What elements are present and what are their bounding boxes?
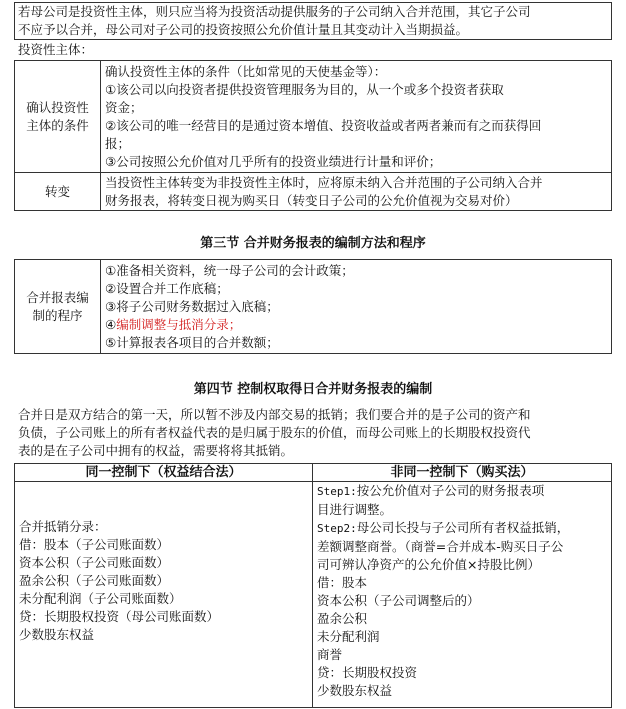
procedure-steps-cell [101, 260, 612, 354]
step1-line-2: 目进行调整。 [317, 502, 393, 517]
entry-line: 盈余公积（子公司账面数） [19, 573, 170, 588]
table-row [15, 260, 612, 354]
conditions-line: 资金； [105, 99, 143, 115]
intro-paragraph-box [14, 2, 612, 40]
step1-text: 按公允价值对子公司的财务报表项 [356, 483, 545, 498]
entry-line: 少数股东权益 [317, 683, 393, 698]
table-row [15, 173, 612, 211]
conditions-line: 确认投资性主体的条件（比如常见的天使基金等）： [105, 63, 387, 79]
transition-line: 当投资性主体转变为非投资性主体时，应将原未纳入合并范围的子公司纳入合并 [105, 174, 543, 190]
step2-line-3: 司可辨认净资产的公允价值×持股比例） [317, 557, 540, 572]
step1-tag: Step1: [317, 485, 357, 498]
entry-line: 未分配利润（子公司账面数） [19, 591, 182, 606]
transition-label-cell: 转变 [15, 173, 101, 211]
section-4-title: 第四节 控制权取得日合并财务报表的编制 [193, 382, 433, 397]
step2-line [317, 519, 607, 538]
procedure-table [14, 259, 612, 354]
section-3-title: 第三节 合并财务报表的编制方法和程序 [200, 236, 426, 251]
entry-line: 未分配利润 [317, 629, 380, 644]
step1-line [317, 482, 607, 501]
procedure-label-line-2: 制的程序 [32, 307, 83, 323]
conditions-line: ①该公司以向投资者提供投资管理服务为目的，从一个或多个投资者获取 [105, 81, 504, 97]
different-control-cell [313, 482, 612, 708]
conditions-label-cell [15, 61, 101, 173]
entry-line: 贷：长期股权投资 [317, 665, 418, 680]
procedure-step: ①准备相关资料，统一母子公司的会计政策； [105, 262, 354, 278]
conditions-content-cell [101, 61, 612, 173]
conditions-line: ②该公司的唯一经营目的是通过资本增值、投资收益或者两者兼而有之而获得回 [105, 117, 542, 133]
table-row [15, 482, 612, 708]
procedure-label-cell [15, 260, 101, 354]
conditions-label-line-1: 确认投资性 [26, 99, 89, 115]
step2-tag: Step2: [317, 522, 357, 535]
header-different-control: 非同一控制下（购买法） [313, 464, 612, 482]
table-header-row [15, 464, 612, 482]
control-comparison-table [14, 463, 612, 708]
step2-text: 母公司长投与子公司所有者权益抵销， [356, 520, 570, 535]
entry-line: 贷：长期股权投资（母公司账面数） [19, 609, 220, 624]
intro-line-1: 若母公司是投资性主体，则只应当将为投资活动提供服务的子公司纳入合并范围，其它子公司 [18, 4, 531, 19]
merger-date-paragraph [18, 406, 610, 460]
investment-entity-label: 投资性主体： [18, 42, 94, 57]
entry-line: 少数股东权益 [19, 627, 95, 642]
entry-line: 资本公积（子公司账面数） [19, 555, 170, 570]
same-control-cell [15, 482, 313, 708]
procedure-label-line-1: 合并报表编 [26, 289, 89, 305]
step-4-highlight: 编制调整与抵消分录； [116, 316, 242, 332]
entry-line: 合并抵销分录： [19, 519, 107, 534]
paragraph-line: 表的是在子公司中拥有的权益，需要将将其抵销。 [18, 443, 294, 458]
transition-content-cell [101, 173, 612, 211]
intro-line-2: 不应予以合并，母公司对子公司的投资按照公允价值计量且其变动计入当期损益。 [18, 22, 469, 37]
entry-line: 盈余公积 [317, 611, 368, 626]
conditions-label-line-2: 主体的条件 [26, 117, 89, 133]
procedure-step: ②设置合并工作底稿； [105, 280, 229, 296]
paragraph-line: 负债，子公司账上的所有者权益代表的是归属于股东的价值，而母公司账上的长期股权投资代 [18, 425, 531, 440]
procedure-step: ③将子公司财务数据过入底稿； [105, 298, 279, 314]
step2-line-2: 差额调整商誉。（商誉=合并成本-购买日子公 [317, 539, 564, 554]
header-same-control: 同一控制下（权益结合法） [15, 464, 313, 482]
paragraph-line: 合并日是双方结合的第一天，所以暂不涉及内部交易的抵销；我们要合并的是子公司的资产和 [18, 407, 531, 422]
entry-line: 商誉 [317, 647, 343, 662]
entry-line: 借：股本（子公司账面数） [19, 537, 170, 552]
conditions-line: 报； [105, 135, 131, 151]
entry-line: 资本公积（子公司调整后的） [317, 593, 480, 608]
procedure-step [105, 316, 607, 334]
investment-entity-table [14, 60, 612, 211]
procedure-step: ⑤计算报表各项目的合并数额； [105, 334, 279, 350]
conditions-line: ③公司按照公允价值对几乎所有的投资业绩进行计量和评价； [105, 153, 442, 169]
entry-line: 借：股本 [317, 575, 368, 590]
table-row [15, 61, 612, 173]
transition-line: 财务报表，将转变日视为购买日（转变日子公司的公允价值视为交易对价） [105, 192, 518, 208]
procedure-step-4-text [105, 317, 241, 332]
step-4-marker: ④ [105, 316, 117, 332]
